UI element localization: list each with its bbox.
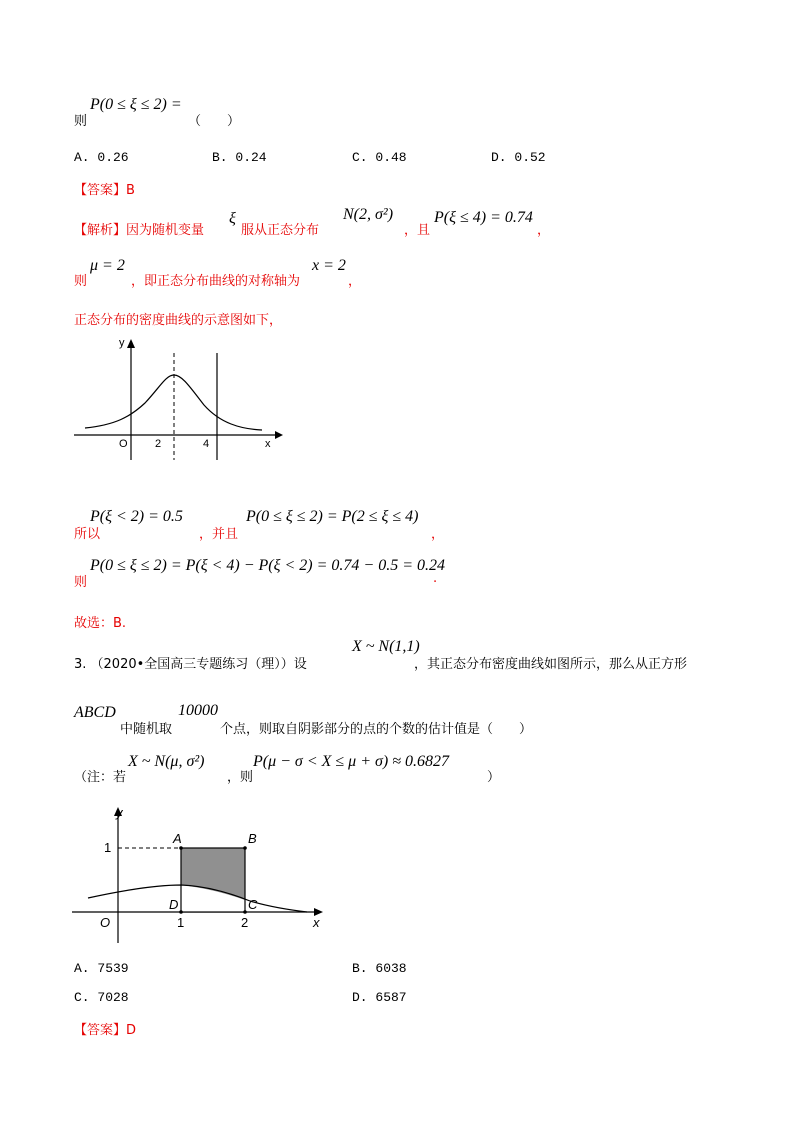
analysis-text: 正态分布的密度曲线的示意图如下， — [74, 313, 283, 328]
analysis-tag: 【解析】 — [74, 223, 127, 238]
analysis-text: ，并且 — [199, 527, 239, 542]
punct: ， — [431, 527, 445, 542]
point-a — [179, 846, 183, 850]
q3-dist-expr: X ~ N(1,1) — [352, 638, 420, 655]
prob-expr: P(0 ≤ ξ ≤ 2) = P(2 ≤ ξ ≤ 4) — [246, 508, 419, 525]
tick-4: 4 — [203, 438, 210, 450]
label-a: A — [173, 831, 182, 846]
q3-heading: 3. （2020•全国高三专题练习（理））设 — [74, 657, 307, 672]
x-label: x — [265, 438, 271, 450]
q3-option-a[interactable]: A. 7539 — [74, 961, 129, 976]
analysis-text: 服从正态分布 — [241, 223, 320, 238]
q2-lead: 则 — [74, 114, 88, 129]
normal-dist-expr: N(2, σ²) — [343, 206, 394, 223]
axis-expr: x = 2 — [312, 257, 346, 274]
prob-expr: P(ξ ≤ 4) = 0.74 — [434, 209, 533, 226]
y-label: y — [116, 805, 123, 820]
y-label: y — [119, 337, 125, 349]
q2-option-c[interactable]: C. 0.48 — [352, 150, 407, 165]
q3-text: 个点，则取自阴影部分的点的个数的估计值是（ ） — [220, 722, 533, 737]
tick-y-1: 1 — [104, 840, 112, 855]
note-prob-expr: P(μ − σ < X ≤ μ + σ) ≈ 0.6827 — [253, 753, 449, 770]
label-b: B — [248, 831, 257, 846]
q3-note: （注：若 — [74, 770, 127, 785]
analysis-text: 则 — [74, 575, 88, 590]
q3-text: ，其正态分布密度曲线如图所示，那么从正方形 — [414, 657, 688, 672]
square-area-figure — [70, 803, 330, 943]
answer-value: B — [126, 183, 135, 198]
analysis-text: ，且 — [404, 223, 431, 238]
point-c — [243, 910, 247, 914]
q2-answer — [74, 179, 135, 198]
punct: . — [433, 571, 438, 586]
q2-answer-blank: （ ） — [188, 114, 241, 129]
punct: ， — [537, 223, 551, 238]
x-label: x — [313, 915, 320, 930]
prob-expr: P(ξ < 2) = 0.5 — [90, 508, 183, 525]
q2-option-d[interactable]: D. 0.52 — [491, 150, 546, 165]
square-name: ABCD — [74, 704, 116, 721]
analysis-text: 则 — [74, 274, 88, 289]
q3-option-b[interactable]: B. 6038 — [352, 961, 407, 976]
answer-value: D — [126, 1023, 137, 1038]
conclusion: 故选：B. — [74, 616, 127, 631]
q2-option-a[interactable]: A. 0.26 — [74, 150, 129, 165]
q3-note: ） — [487, 770, 501, 785]
mu-expr: μ = 2 — [90, 257, 125, 274]
note-dist-expr: X ~ N(μ, σ²) — [128, 753, 205, 770]
sample-count: 10000 — [178, 702, 218, 719]
result-expr: P(0 ≤ ξ ≤ 2) = P(ξ < 4) − P(ξ < 2) = 0.74 − 0.5 = 0.24 — [90, 557, 445, 574]
punct: ， — [348, 274, 362, 289]
label-c: C — [248, 897, 258, 912]
label-d: D — [169, 897, 179, 912]
tick-x-1: 1 — [177, 915, 185, 930]
q3-option-c[interactable]: C. 7028 — [74, 990, 129, 1005]
q3-answer — [74, 1019, 136, 1038]
q2-option-b[interactable]: B. 0.24 — [212, 150, 267, 165]
analysis-text: 所以 — [74, 527, 101, 542]
answer-tag: 【答案】 — [74, 1023, 127, 1038]
q3-note: ，则 — [227, 770, 254, 785]
origin-label: O — [119, 438, 128, 450]
q3-option-d[interactable]: D. 6587 — [352, 990, 407, 1005]
analysis-text: ，即正态分布曲线的对称轴为 — [131, 274, 301, 289]
normal-curve-figure — [70, 335, 285, 465]
xi-symbol: ξ — [229, 210, 236, 227]
point-d — [179, 910, 183, 914]
analysis-line-1 — [74, 219, 204, 238]
x-axis-arrow — [275, 431, 283, 439]
answer-tag: 【答案】 — [74, 183, 127, 198]
q3-text: 中随机取 — [120, 722, 173, 737]
tick-2: 2 — [155, 438, 162, 450]
q2-expression: P(0 ≤ ξ ≤ 2) = — [90, 96, 182, 113]
tick-x-2: 2 — [241, 915, 249, 930]
origin-label: O — [100, 915, 111, 930]
analysis-text: 因为随机变量 — [126, 223, 205, 238]
y-axis-arrow — [127, 339, 135, 348]
point-b — [243, 846, 247, 850]
